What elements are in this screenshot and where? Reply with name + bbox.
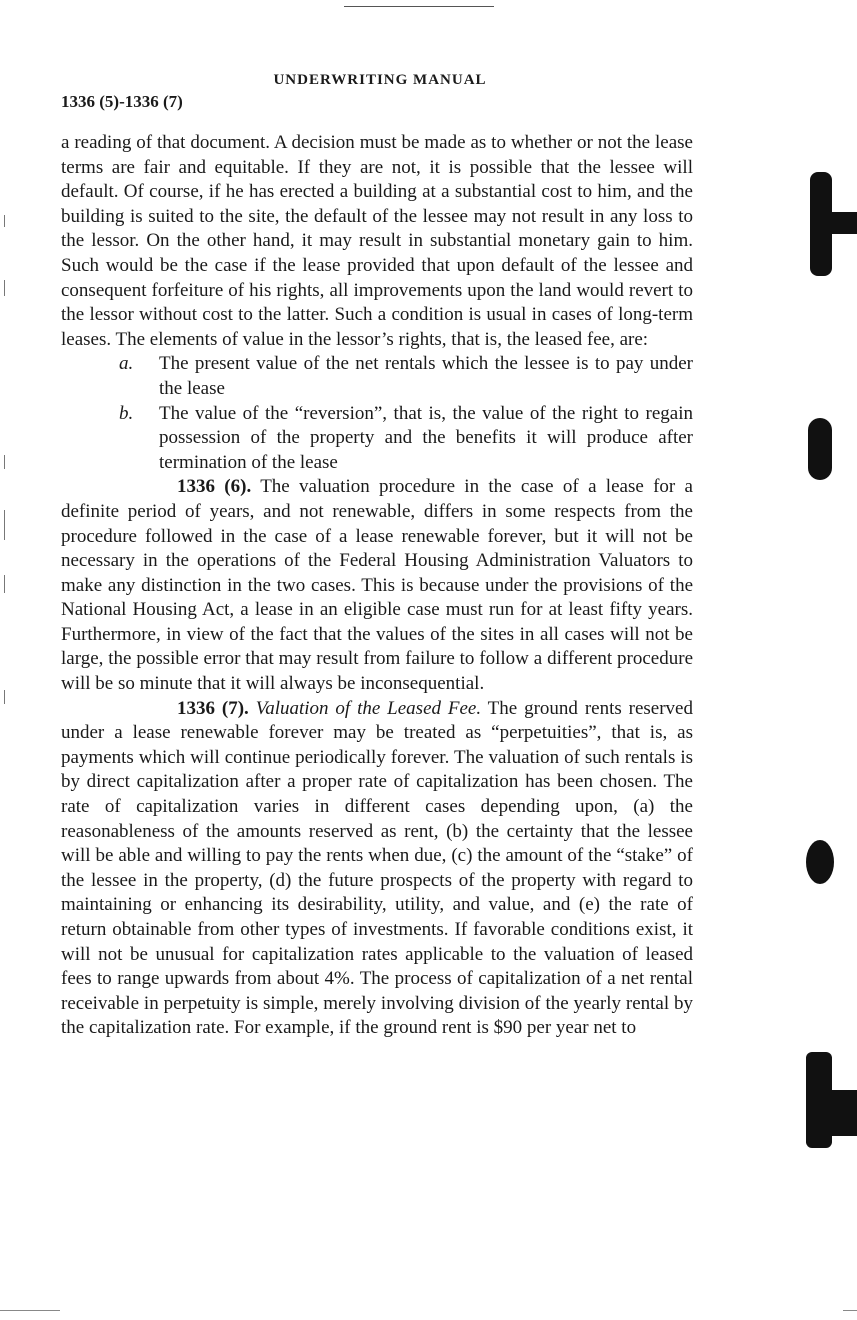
list-item xyxy=(119,402,693,476)
bottom-rule-right xyxy=(843,1310,857,1311)
section-range: 1336 (5)-1336 (7) xyxy=(61,92,183,111)
tab-mark-1-notch xyxy=(826,212,857,234)
tab-mark-2 xyxy=(808,418,832,480)
margin-tick xyxy=(4,510,5,540)
section-6-text: The valuation procedure in the case of a lease for a definite period of years, and not renewable, differs in some respects from the procedure followed in the case of a lease renewable forever, but it will not be necessary in the operations of the Federal Housing Administration Valuators to make any distinction in the two cases. This is because under the provisions of the National Housing Act, a lease in an eligible case must run for at least fifty years. Furthermore, in view of the fact that the values of the sites in all cases will not be large, the possible error that may result from failure to follow a different procedure will be so minute that it will always be inconsequential. xyxy=(61,476,693,695)
margin-tick xyxy=(4,215,5,227)
list-item-text: The present value of the net rentals which the lessee is to pay under the lease xyxy=(159,353,693,399)
bottom-rule-left xyxy=(0,1310,60,1311)
section-6-number: 1336 (6). xyxy=(177,476,252,498)
tab-mark-3 xyxy=(806,840,834,884)
value-elements-list xyxy=(119,352,693,475)
running-head: UNDERWRITING MANUAL xyxy=(273,72,487,88)
tab-mark-4-notch xyxy=(826,1090,857,1136)
list-marker: a. xyxy=(119,353,134,375)
body-text xyxy=(61,131,693,1041)
intro-paragraph: a reading of that document. A decision must be made as to whether or not the lease terms are fair and equitable. If they are not, it is possible that the lessee will default. Of course, if he has erected a building at a substantial cost to him, and the building is suited to the site, the default of the lessee may not result in any loss to the lessor. On the other hand, it may result in substantial monetary gain to him. Such would be the case if the lease provided that upon default of the lessee and consequent forfeiture of his rights, all improvements upon the land would revert to the lessor without cost to the latter. Such a condition is usual in cases of long-term leases. The elements of value in the lessor’s rights, that is, the leased fee, are: xyxy=(61,132,693,350)
section-6-paragraph xyxy=(61,475,693,696)
margin-tick xyxy=(4,575,5,593)
section-7-title: Valuation of the Leased Fee. xyxy=(255,697,482,719)
list-marker: b. xyxy=(119,402,134,424)
list-item xyxy=(119,352,693,401)
top-rule xyxy=(344,6,494,7)
section-7-paragraph xyxy=(61,697,693,1041)
margin-tick xyxy=(4,690,5,704)
section-7-text: The ground rents reserved under a lease renewable forever may be treated as “perpetuities”, that is, as payments which will continue periodically forever. The valuation of such rentals is by direct capitalization after a proper rate of capitalization has been chosen. The rate of capitalization varies in different cases depending upon, (a) the reasonableness of the amounts reserved as rent, (b) the certainty that the lessee will be able and willing to pay the rents when due, (c) the amount of the “stake” of the lessee in the property, (d) the future prospects of the property with regard to maintaining or enhancing its desirability, utility, and value, and (e) the rate of return obtainable from other types of investments. If favorable conditions exist, it will not be unusual for capitalization rates applicable to the valuation of leased fees to range upwards from about 4%. The process of capitalization of a net rental receivable in perpetuity is simple, merely involving division of the yearly rental by the capitalization rate. For example, if the ground rent is $90 per year net to xyxy=(61,697,693,1039)
margin-tick xyxy=(4,455,5,469)
margin-tick xyxy=(4,280,5,296)
section-7-number: 1336 (7). xyxy=(177,697,249,719)
list-item-text: The value of the “reversion”, that is, the value of the right to regain possession of the property and the benefits it will produce after termination of the lease xyxy=(159,402,693,473)
